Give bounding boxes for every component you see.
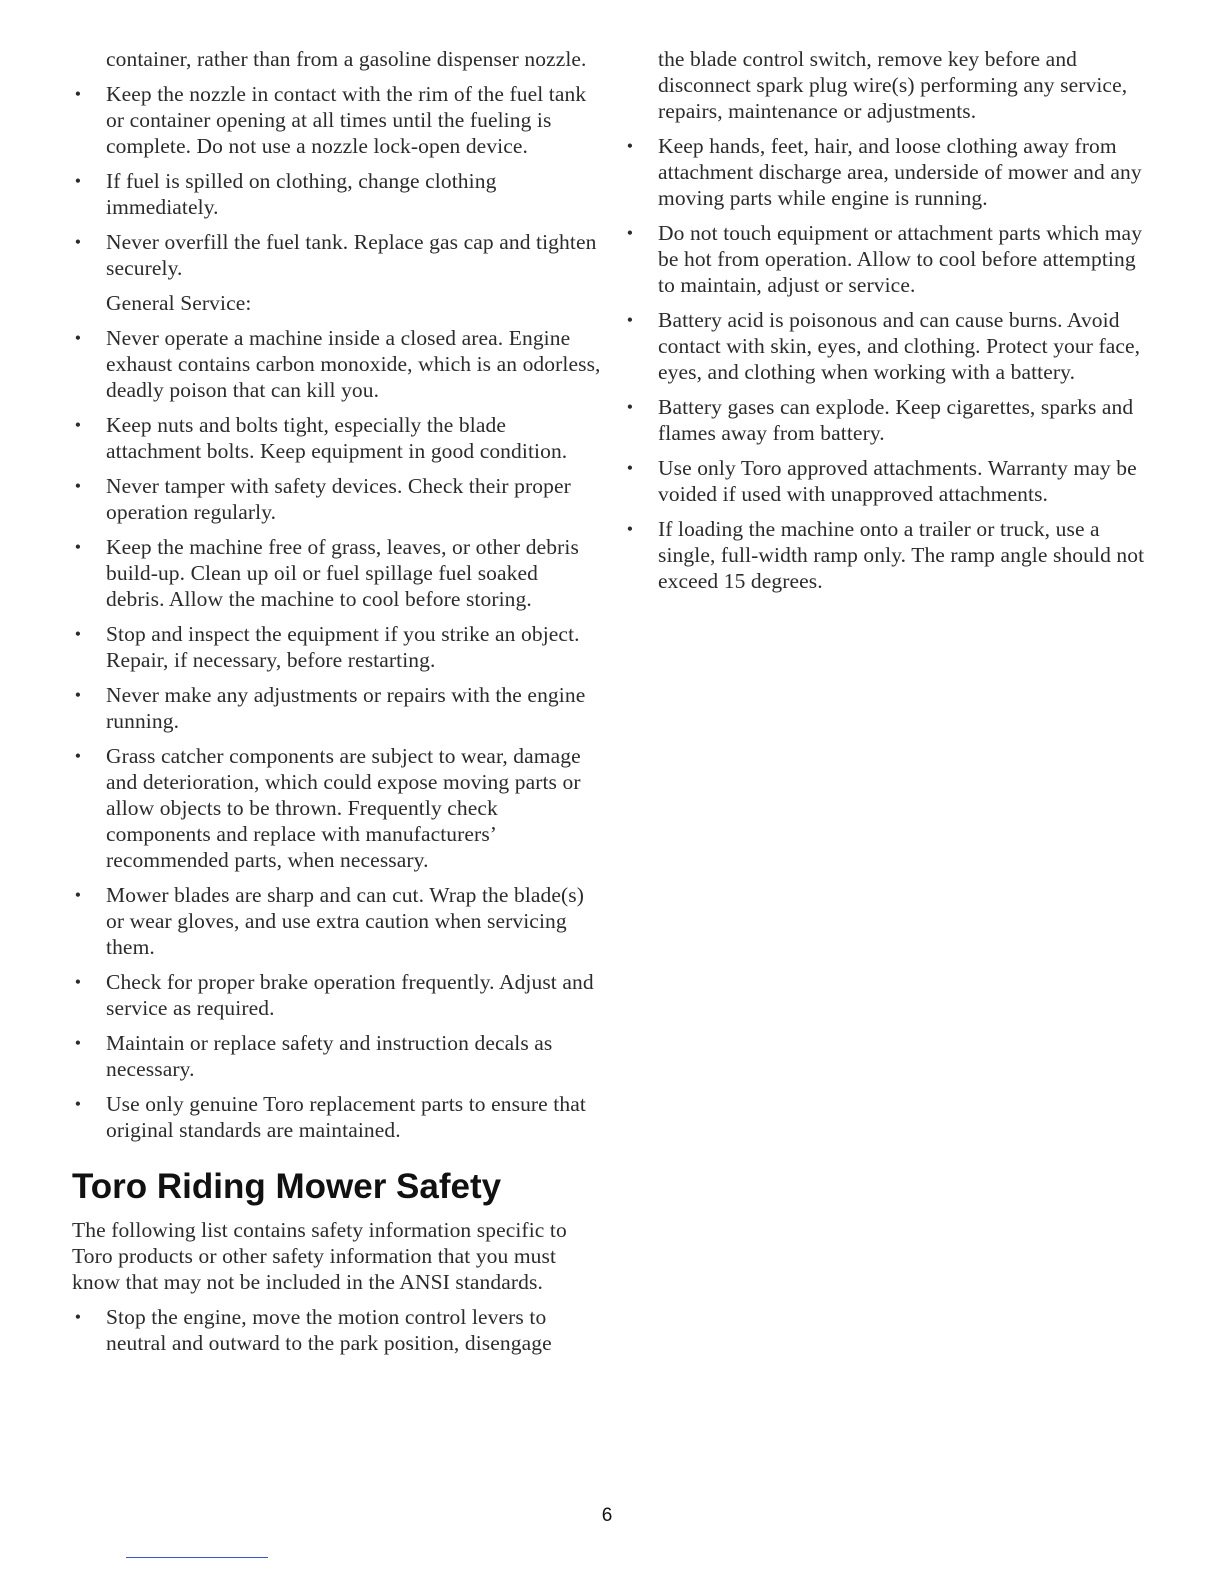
bullet-icon: • [626, 310, 634, 330]
list-item: • Stop the engine, move the motion control levers to neutral and outward to the park position, disengage [72, 1304, 602, 1356]
bullet-icon: • [74, 476, 82, 496]
general-service-list [72, 325, 602, 1143]
footer-rule [126, 1557, 268, 1558]
fueling-continuation-text: container, rather than from a gasoline dispenser nozzle. [106, 47, 587, 71]
bullet-icon: • [74, 972, 82, 992]
general-service-label: General Service: [106, 291, 252, 315]
list-item: • Battery acid is poisonous and can cause burns. Avoid contact with skin, eyes, and clothing. Protect your face, eyes, and clothing when working with a battery. [624, 307, 1154, 385]
list-item: • Stop and inspect the equipment if you strike an object. Repair, if necessary, before restarting. [72, 621, 602, 673]
toro-safety-list-continued [624, 133, 1154, 594]
page-number: 6 [601, 1505, 613, 1526]
bullet-icon: • [74, 746, 82, 766]
list-item: • If loading the machine onto a trailer or truck, use a single, full-width ramp only. The ramp angle should not exceed 15 degrees. [624, 516, 1154, 594]
list-item: • Keep nuts and bolts tight, especially the blade attachment bolts. Keep equipment in good condition. [72, 412, 602, 464]
list-item: • Keep the machine free of grass, leaves, or other debris build-up. Clean up oil or fuel spillage fuel soaked debris. Allow the machine to cool before storing. [72, 534, 602, 612]
list-item: • Maintain or replace safety and instruction decals as necessary. [72, 1030, 602, 1082]
list-item: • Use only genuine Toro replacement parts to ensure that original standards are maintained. [72, 1091, 602, 1143]
list-item: • Never operate a machine inside a closed area. Engine exhaust contains carbon monoxide, which is an odorless, deadly poison that can kill you. [72, 325, 602, 403]
bullet-icon: • [626, 458, 634, 478]
bullet-icon: • [626, 397, 634, 417]
list-item: • Mower blades are sharp and can cut. Wrap the blade(s) or wear gloves, and use extra caution when servicing them. [72, 882, 602, 960]
section-intro: The following list contains safety information specific to Toro products or other safety information that you must know that may not be included in the ANSI standards. [72, 1218, 567, 1294]
bullet-icon: • [626, 223, 634, 243]
list-item: • Grass catcher components are subject to wear, damage and deterioration, which could expose moving parts or allow objects to be thrown. Frequently check components and replace with manufacturers’ recommended parts, when necessary. [72, 743, 602, 873]
list-item: • Never tamper with safety devices. Check their proper operation regularly. [72, 473, 602, 525]
list-item: • Keep the nozzle in contact with the rim of the fuel tank or container opening at all times until the fueling is complete. Do not use a nozzle lock-open device. [72, 81, 602, 159]
bullet-icon: • [74, 1033, 82, 1053]
fueling-list [72, 81, 602, 281]
bullet-icon: • [74, 1307, 82, 1327]
right-column [624, 46, 1154, 603]
bullet-icon: • [74, 328, 82, 348]
toro-continuation-text: the blade control switch, remove key before and disconnect spark plug wire(s) performing any service, repairs, maintenance or adjustments. [658, 47, 1128, 123]
list-item: • Check for proper brake operation frequently. Adjust and service as required. [72, 969, 602, 1021]
bullet-icon: • [626, 519, 634, 539]
list-item: • If fuel is spilled on clothing, change clothing immediately. [72, 168, 602, 220]
list-item: • Battery gases can explode. Keep cigarettes, sparks and flames away from battery. [624, 394, 1154, 446]
bullet-icon: • [74, 885, 82, 905]
list-item: • Keep hands, feet, hair, and loose clothing away from attachment discharge area, underside of mower and any moving parts while engine is running. [624, 133, 1154, 211]
bullet-icon: • [74, 624, 82, 644]
left-column [72, 46, 602, 1365]
bullet-icon: • [74, 171, 82, 191]
bullet-icon: • [74, 685, 82, 705]
toro-safety-list [72, 1304, 602, 1356]
list-item: • Use only Toro approved attachments. Warranty may be voided if used with unapproved attachments. [624, 455, 1154, 507]
list-item: • Do not touch equipment or attachment parts which may be hot from operation. Allow to cool before attempting to maintain, adjust or service. [624, 220, 1154, 298]
bullet-icon: • [74, 415, 82, 435]
list-item: • Never make any adjustments or repairs with the engine running. [72, 682, 602, 734]
bullet-icon: • [74, 232, 82, 252]
bullet-icon: • [626, 136, 634, 156]
section-heading: Toro Riding Mower Safety [72, 1167, 502, 1206]
bullet-icon: • [74, 1094, 82, 1114]
bullet-icon: • [74, 537, 82, 557]
bullet-icon: • [74, 84, 82, 104]
list-item: • Never overfill the fuel tank. Replace gas cap and tighten securely. [72, 229, 602, 281]
